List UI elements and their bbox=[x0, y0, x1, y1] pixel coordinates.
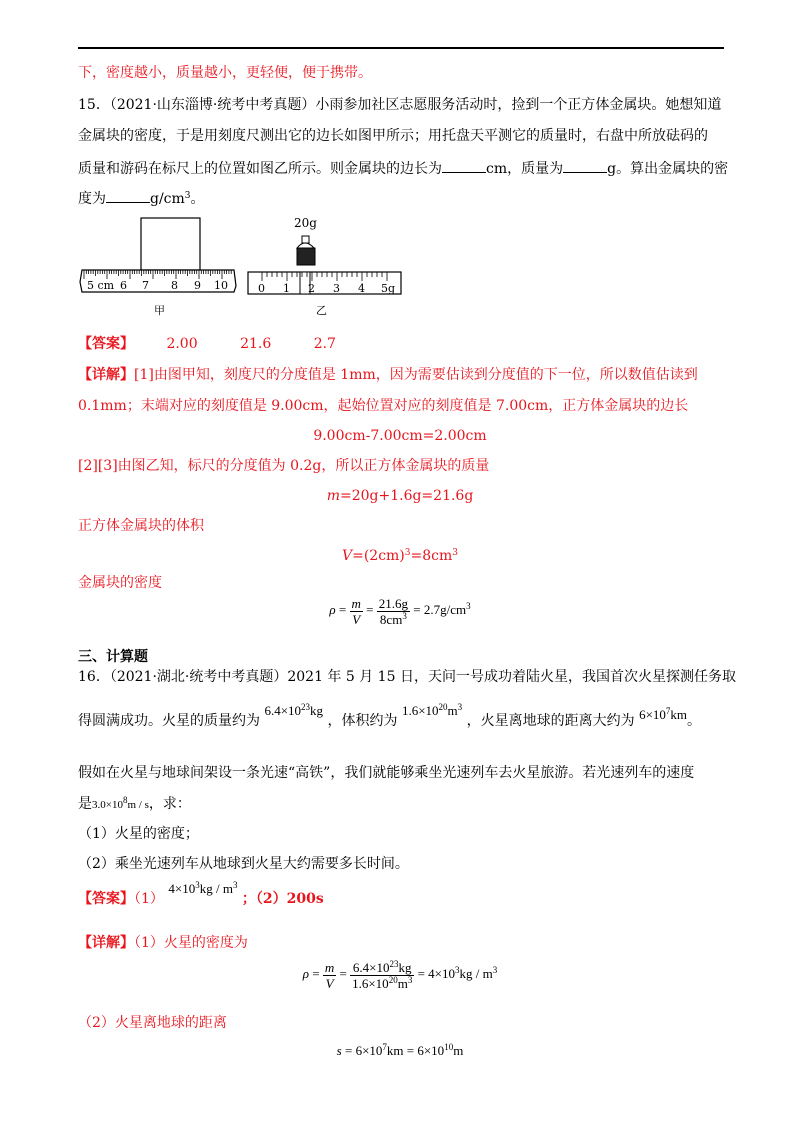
eq-mass-rhs: =20g+1.6g=21.6g bbox=[339, 488, 474, 504]
frac-den bbox=[350, 976, 414, 991]
q15-line4-a: 度为 bbox=[78, 191, 106, 207]
rho-symbol: ρ bbox=[302, 966, 310, 981]
speed-b: m / s bbox=[127, 799, 149, 811]
ruler-unit-label: 5 cm bbox=[87, 279, 115, 292]
result-sup2: 3 bbox=[492, 965, 498, 975]
frac-den: V bbox=[325, 975, 334, 991]
scale-body bbox=[248, 272, 401, 294]
mars-volume bbox=[402, 703, 462, 718]
ruler-tick-9: 9 bbox=[194, 279, 201, 292]
vol-a: 1.6×10 bbox=[401, 703, 439, 718]
result-sup: 3 bbox=[466, 601, 471, 611]
answer-1: 2.00 bbox=[166, 336, 198, 352]
q15-line3-c: g。算出金属块的密 bbox=[607, 161, 729, 177]
q15-line4-b: g/cm bbox=[150, 191, 185, 207]
ans1-value bbox=[168, 881, 237, 896]
result: = 2.7g/cm bbox=[413, 602, 467, 617]
q16-line4-b: ，求： bbox=[148, 796, 191, 812]
dist-eq-sup2: 10 bbox=[444, 1042, 454, 1052]
ans1-sup: 3 bbox=[195, 880, 200, 890]
den-sup: 3 bbox=[402, 610, 407, 621]
ans1-sup2: 3 bbox=[232, 880, 238, 890]
q15-answer-row bbox=[78, 335, 336, 353]
q16-line2-b: ，体积约为 bbox=[327, 713, 398, 729]
ans1-prefix: （1） bbox=[134, 891, 164, 907]
q15-line4-sup: 3 bbox=[184, 191, 191, 201]
fraction-m-over-V bbox=[323, 960, 336, 991]
eq-vol-a: =(2cm) bbox=[352, 548, 405, 564]
mars-distance bbox=[639, 707, 687, 722]
frac-den bbox=[377, 612, 410, 627]
eq-sign: = bbox=[338, 602, 347, 617]
answer-2: 21.6 bbox=[240, 336, 272, 352]
ans1-a: 4×10 bbox=[168, 881, 196, 896]
q16-line4-a: 是 bbox=[78, 796, 92, 812]
answer-label: 【答案】 bbox=[78, 336, 134, 352]
ans2: ；（2）200s bbox=[241, 891, 324, 907]
answer-label: 【答案】 bbox=[78, 891, 134, 907]
weight-cap bbox=[297, 243, 314, 248]
var-m: m bbox=[326, 488, 340, 504]
weight-body bbox=[297, 248, 315, 265]
num-sup: 23 bbox=[389, 958, 399, 969]
detail-label: 【详解】 bbox=[78, 935, 134, 951]
q15-detail-1a bbox=[78, 366, 698, 384]
scale-tick-5g: 5g bbox=[381, 282, 396, 295]
dist-b: km bbox=[670, 707, 688, 722]
q16-line2-d: 。 bbox=[687, 713, 702, 729]
den-a: 1.6×10 bbox=[352, 975, 389, 991]
section-title: 三、计算题 bbox=[78, 649, 148, 665]
weight-knob bbox=[302, 236, 309, 243]
rho-symbol: ρ bbox=[329, 602, 336, 617]
q15-density-formula bbox=[0, 594, 800, 627]
q16-detail-2: （2）火星离地球的距离 bbox=[78, 1015, 227, 1031]
eq-sign: = bbox=[312, 966, 320, 981]
q16-line4 bbox=[78, 795, 191, 814]
frac-num bbox=[350, 960, 414, 976]
header-rule bbox=[78, 47, 724, 49]
metal-block bbox=[141, 218, 200, 270]
q15-detail-3: 正方体金属块的体积 bbox=[78, 518, 204, 534]
num-b: kg bbox=[398, 959, 412, 975]
scale-tick-1: 1 bbox=[283, 282, 290, 295]
q15-line3 bbox=[78, 158, 728, 178]
den-text: 8cm bbox=[379, 611, 403, 627]
den-b: m bbox=[397, 975, 408, 991]
q15-line3-a: 质量和游码在标尺上的位置如图乙所示。则金属块的边长为 bbox=[78, 161, 442, 177]
q15-line1: 15．（2021·山东淄博·统考中考真题）小雨参加社区志愿服务活动时，捡到一个正方体金属块。她想知道 bbox=[78, 97, 722, 113]
result-b: kg / m bbox=[459, 966, 493, 981]
result-sup: 3 bbox=[454, 965, 460, 975]
q15-eq-mass bbox=[0, 487, 800, 505]
detail-text: （1）火星的密度为 bbox=[134, 935, 248, 951]
q14-answer-tail: 下，密度越小，质量越小，更轻便，便于携带。 bbox=[78, 65, 372, 81]
detail-label: 【详解】 bbox=[78, 367, 134, 383]
q15-eq-length: 9.00cm-7.00cm=2.00cm bbox=[313, 428, 487, 444]
eq-sign: = bbox=[339, 966, 347, 981]
eq-vol-sup2: 3 bbox=[452, 548, 459, 558]
scale-caption: 乙 bbox=[316, 304, 327, 317]
q15-line4-c: 。 bbox=[190, 191, 205, 207]
vol-sup: 20 bbox=[438, 702, 448, 712]
figure-ruler bbox=[78, 212, 238, 317]
var-V: V bbox=[341, 548, 353, 564]
q15-line3-b: cm，质量为 bbox=[486, 161, 564, 177]
ruler-tick-8: 8 bbox=[171, 279, 178, 292]
q16-line2-c: ，火星离地球的距离大约为 bbox=[466, 713, 635, 729]
q15-detail-1b: 0.1mm；末端对应的刻度值是 9.00cm，起始位置对应的刻度值是 7.00cm，正方体金属块的边长 bbox=[78, 398, 689, 414]
dist-eq-a: = 6×10 bbox=[344, 1043, 383, 1058]
blank-side-length bbox=[442, 158, 486, 173]
vol-b: m bbox=[447, 703, 458, 718]
figure-scale bbox=[246, 212, 406, 317]
blank-density bbox=[106, 188, 150, 203]
mars-mass bbox=[264, 703, 323, 718]
q16-detail-1 bbox=[78, 934, 248, 952]
result-a: = 4×10 bbox=[417, 966, 455, 981]
q16-line1: 16．（2021·湖北·统考中考真题）2021 年 5 月 15 日，天问一号成功着陆火星，我国首次火星探测任务取 bbox=[78, 669, 736, 685]
blank-mass bbox=[563, 158, 607, 173]
ruler-tick-7: 7 bbox=[142, 279, 149, 292]
var-s: s bbox=[336, 1043, 342, 1058]
frac-num: m bbox=[351, 595, 361, 611]
train-speed bbox=[92, 795, 149, 811]
ruler-caption: 甲 bbox=[154, 304, 165, 317]
dist-a: 6×10 bbox=[639, 707, 666, 722]
q16-line3: 假如在火星与地球间架设一条光速“高铁”，我们就能够乘坐光速列车去火星旅游。若光速列车的速度 bbox=[78, 765, 695, 781]
q16-distance-eq bbox=[0, 1042, 800, 1060]
den-sup: 20 bbox=[388, 974, 398, 985]
dist-eq-c: m bbox=[453, 1043, 464, 1058]
frac-num: 21.6g bbox=[378, 595, 408, 611]
q16-line2-a: 得圆满成功。火星的质量约为 bbox=[78, 713, 260, 729]
q15-detail-2: [2][3]由图乙知，标尺的分度值为 0.2g，所以正方体金属块的质量 bbox=[78, 458, 490, 474]
dist-eq-b: km = 6×10 bbox=[386, 1043, 445, 1058]
fraction-values bbox=[350, 960, 414, 991]
ruler-tick-10: 10 bbox=[214, 279, 228, 292]
scale-tick-3: 3 bbox=[333, 282, 340, 295]
dist-sup: 7 bbox=[665, 706, 671, 716]
eq-vol-sup1: 3 bbox=[404, 548, 411, 558]
fraction-values bbox=[377, 596, 410, 627]
mass-sup: 23 bbox=[301, 702, 311, 712]
speed-sup: 8 bbox=[122, 795, 128, 805]
weight-label: 20g bbox=[294, 216, 317, 230]
ans1-b: kg / m bbox=[199, 881, 233, 896]
ruler-tick-6: 6 bbox=[120, 279, 127, 292]
q16-sub2: （2）乘坐光速列车从地球到火星大约需要多长时间。 bbox=[78, 856, 409, 872]
frac-den: V bbox=[352, 611, 361, 627]
frac-num: m bbox=[324, 959, 335, 975]
q16-density-formula bbox=[0, 958, 800, 991]
speed-a: 3.0×10 bbox=[92, 799, 123, 811]
num-a: 6.4×10 bbox=[352, 959, 390, 975]
eq-sign: = bbox=[366, 602, 374, 617]
q15-detail-4: 金属块的密度 bbox=[78, 575, 162, 591]
q15-eq-volume bbox=[0, 547, 800, 565]
q15-line2: 金属块的密度，于是用刻度尺测出它的边长如图甲所示；用托盘天平测它的质量时，右盘中所放砝码的 bbox=[78, 128, 708, 144]
scale-tick-0: 0 bbox=[258, 282, 265, 295]
den-sup2: 3 bbox=[407, 974, 413, 985]
scale-tick-2: 2 bbox=[308, 282, 315, 295]
vol-sup2: 3 bbox=[457, 702, 463, 712]
mass-b: kg bbox=[310, 703, 324, 718]
q16-sub1: （1）火星的密度； bbox=[78, 826, 199, 842]
scale-tick-4: 4 bbox=[358, 282, 365, 295]
answer-3: 2.7 bbox=[313, 336, 336, 352]
dist-eq-sup1: 7 bbox=[382, 1042, 387, 1052]
mass-a: 6.4×10 bbox=[264, 703, 302, 718]
eq-vol-b: =8cm bbox=[410, 548, 453, 564]
q15-line4 bbox=[78, 188, 205, 208]
detail-text: [1]由图甲知，刻度尺的分度值是 1mm，因为需要估读到分度值的下一位，所以数值估读到 bbox=[134, 367, 698, 383]
fraction-m-over-V bbox=[350, 596, 363, 627]
